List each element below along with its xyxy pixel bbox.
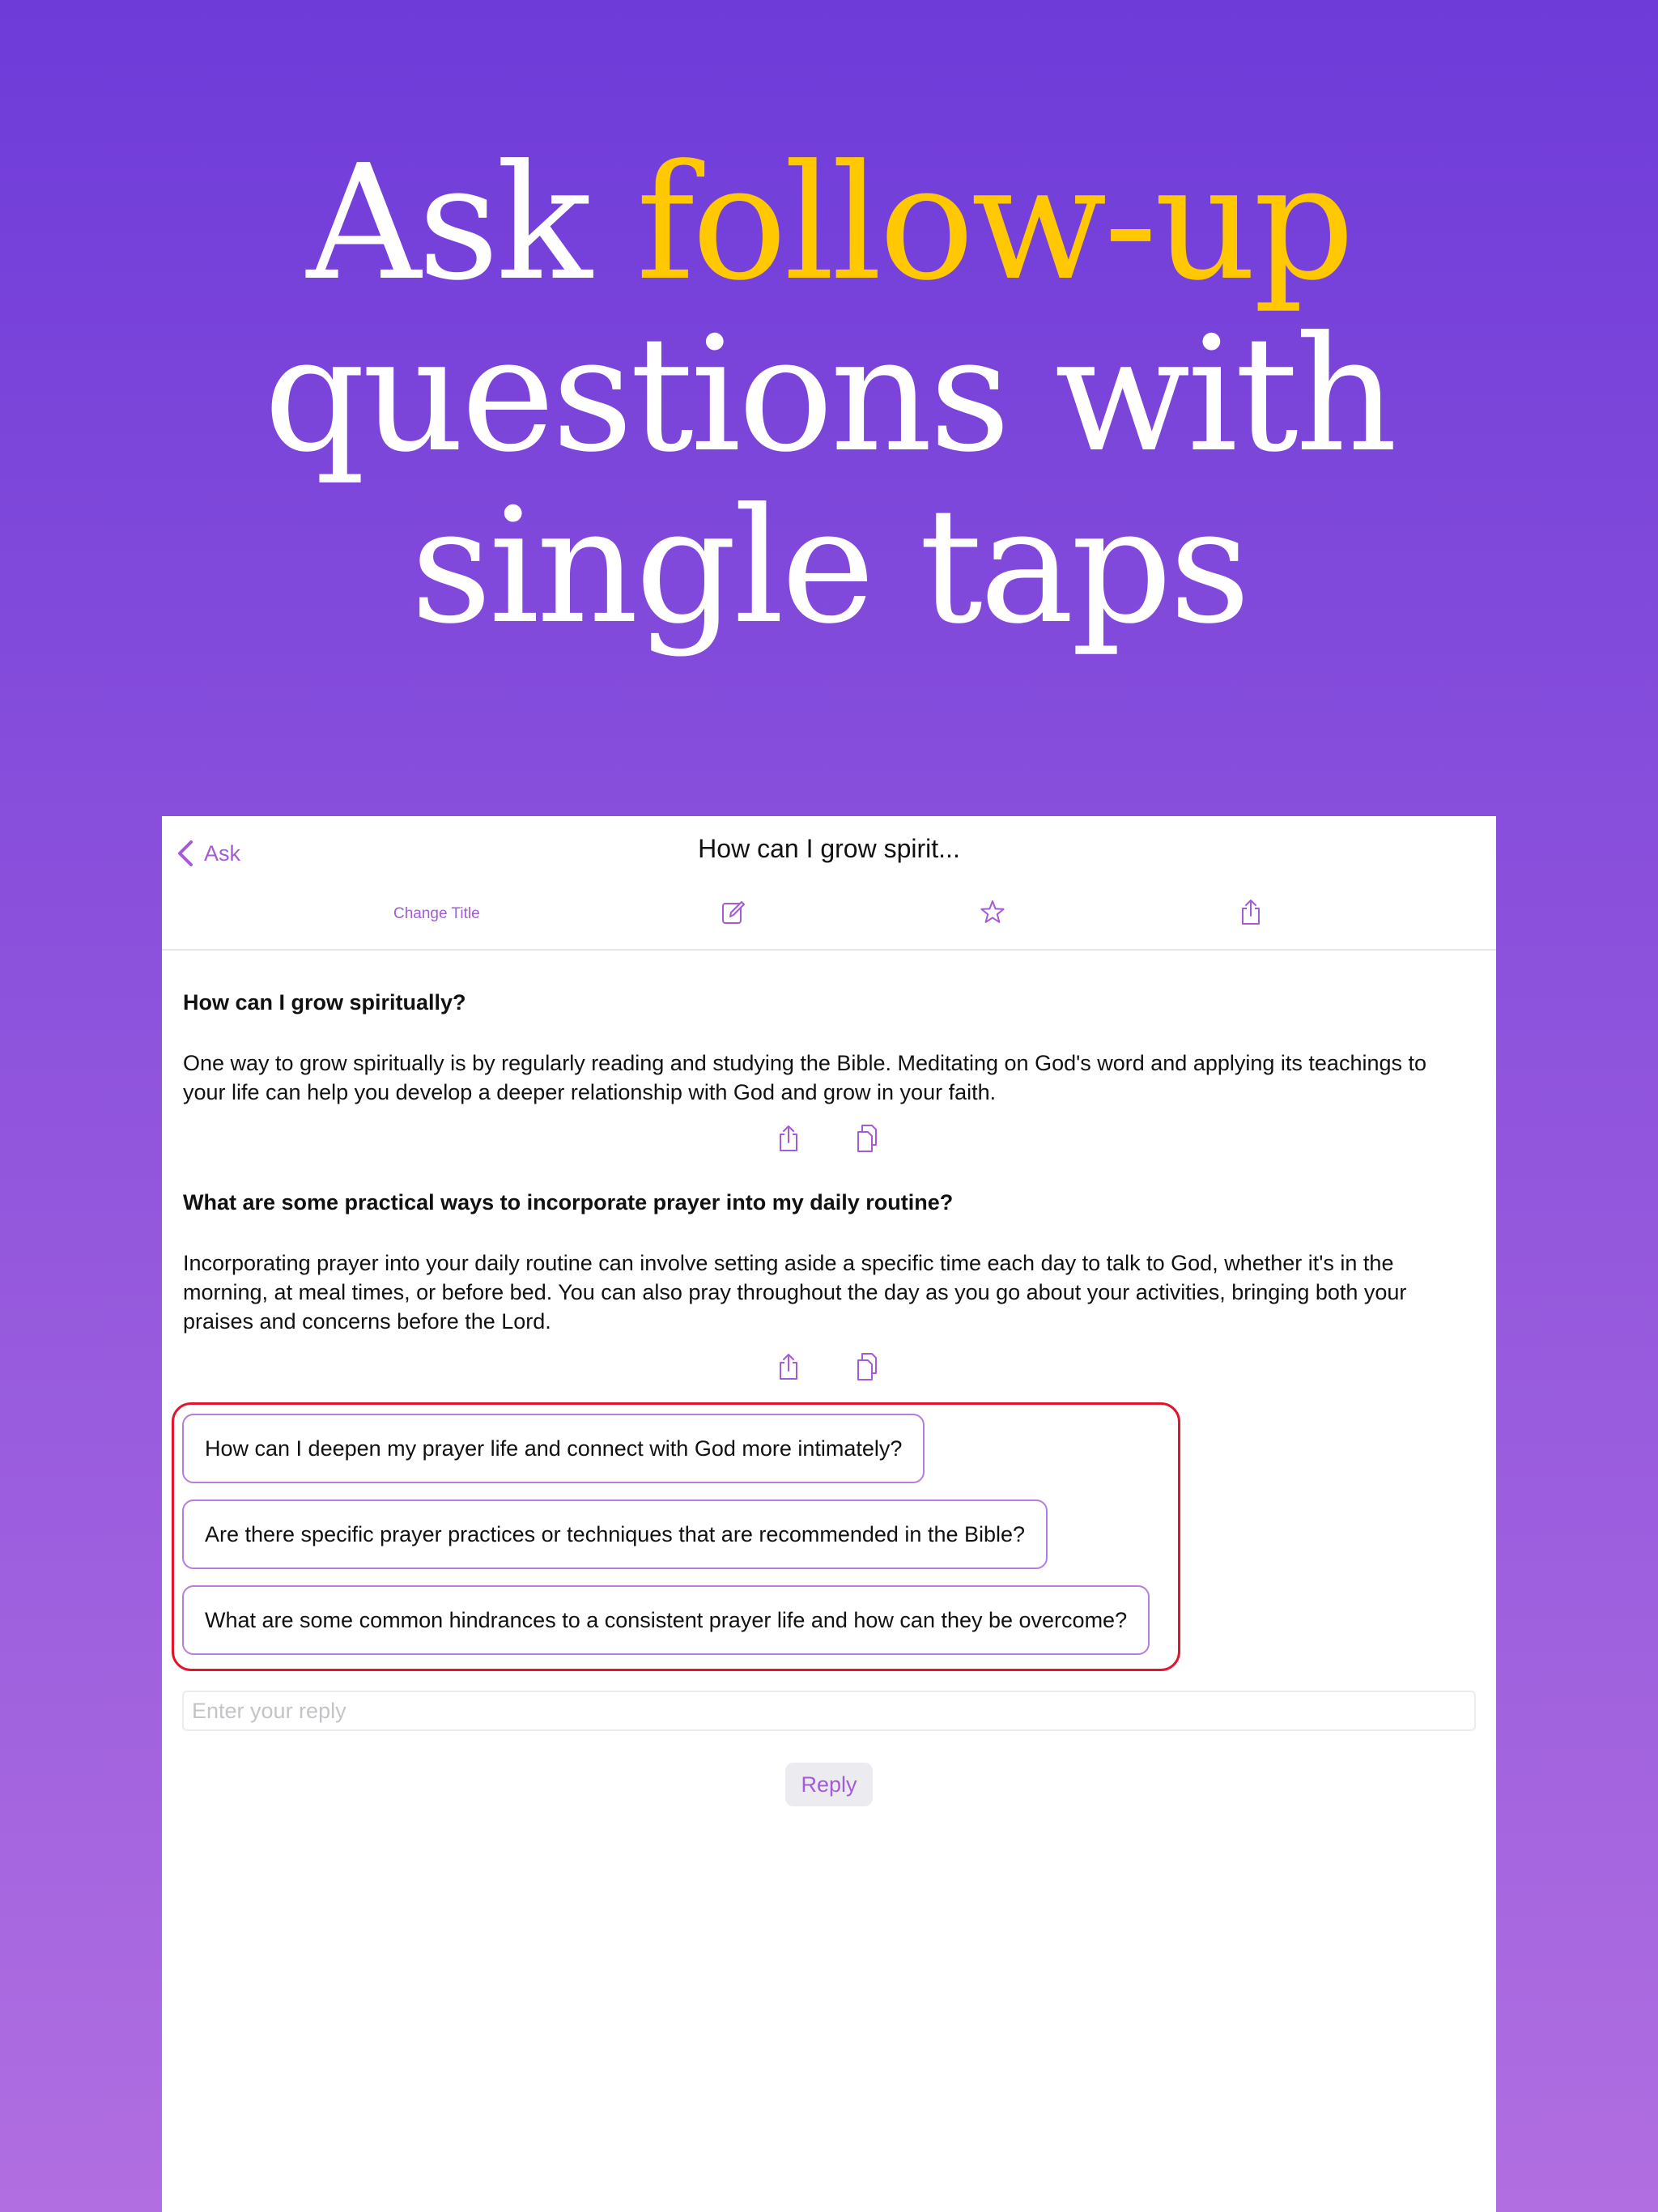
change-title-button[interactable]: Change Title [393, 905, 480, 922]
nav-title: How can I grow spirit... [698, 834, 960, 863]
reply-input[interactable] [182, 1691, 1476, 1731]
reply-button[interactable]: Reply [785, 1763, 873, 1806]
answer-1: One way to grow spiritually is by regularly reading and studying the Bible. Meditating on God's word and applying its teachings to your life can help you develop a deeper relationship with God and grow in your faith. [183, 1051, 1427, 1104]
headline-part1: Ask [306, 131, 636, 316]
headline [0, 131, 1658, 659]
edit-icon[interactable] [721, 899, 745, 930]
share-answer-1-icon[interactable] [776, 1124, 801, 1157]
question-1: How can I grow spiritually? [183, 990, 466, 1015]
share-answer-2-icon[interactable] [776, 1352, 801, 1385]
copy-answer-2-icon[interactable] [855, 1352, 879, 1385]
headline-highlight: follow-up [636, 131, 1352, 316]
navigation-bar [162, 816, 1496, 881]
question-2: What are some practical ways to incorporate prayer into my daily routine? [183, 1190, 954, 1214]
toolbar [162, 881, 1496, 951]
suggestion-chip[interactable]: What are some common hindrances to a consistent prayer life and how can they be overcome? [182, 1585, 1150, 1655]
star-icon[interactable] [980, 899, 1005, 930]
suggestion-chip[interactable]: Are there specific prayer practices or techniques that are recommended in the Bible? [182, 1499, 1048, 1569]
answer-2: Incorporating prayer into your daily routine can involve setting aside a specific time each day to talk to God, whether it's in the morning, at meal times, or before bed. You can also pray throughout the day as you go about your activities, bringing both your praises and concerns before the Lord. [183, 1251, 1407, 1334]
headline-line3: single taps [410, 474, 1248, 659]
headline-line2: questions with [263, 303, 1395, 487]
copy-answer-1-icon[interactable] [855, 1124, 879, 1157]
suggestion-chip[interactable]: How can I deepen my prayer life and connect with God more intimately? [182, 1414, 925, 1483]
back-label: Ask [204, 840, 241, 866]
share-icon[interactable] [1239, 899, 1263, 930]
